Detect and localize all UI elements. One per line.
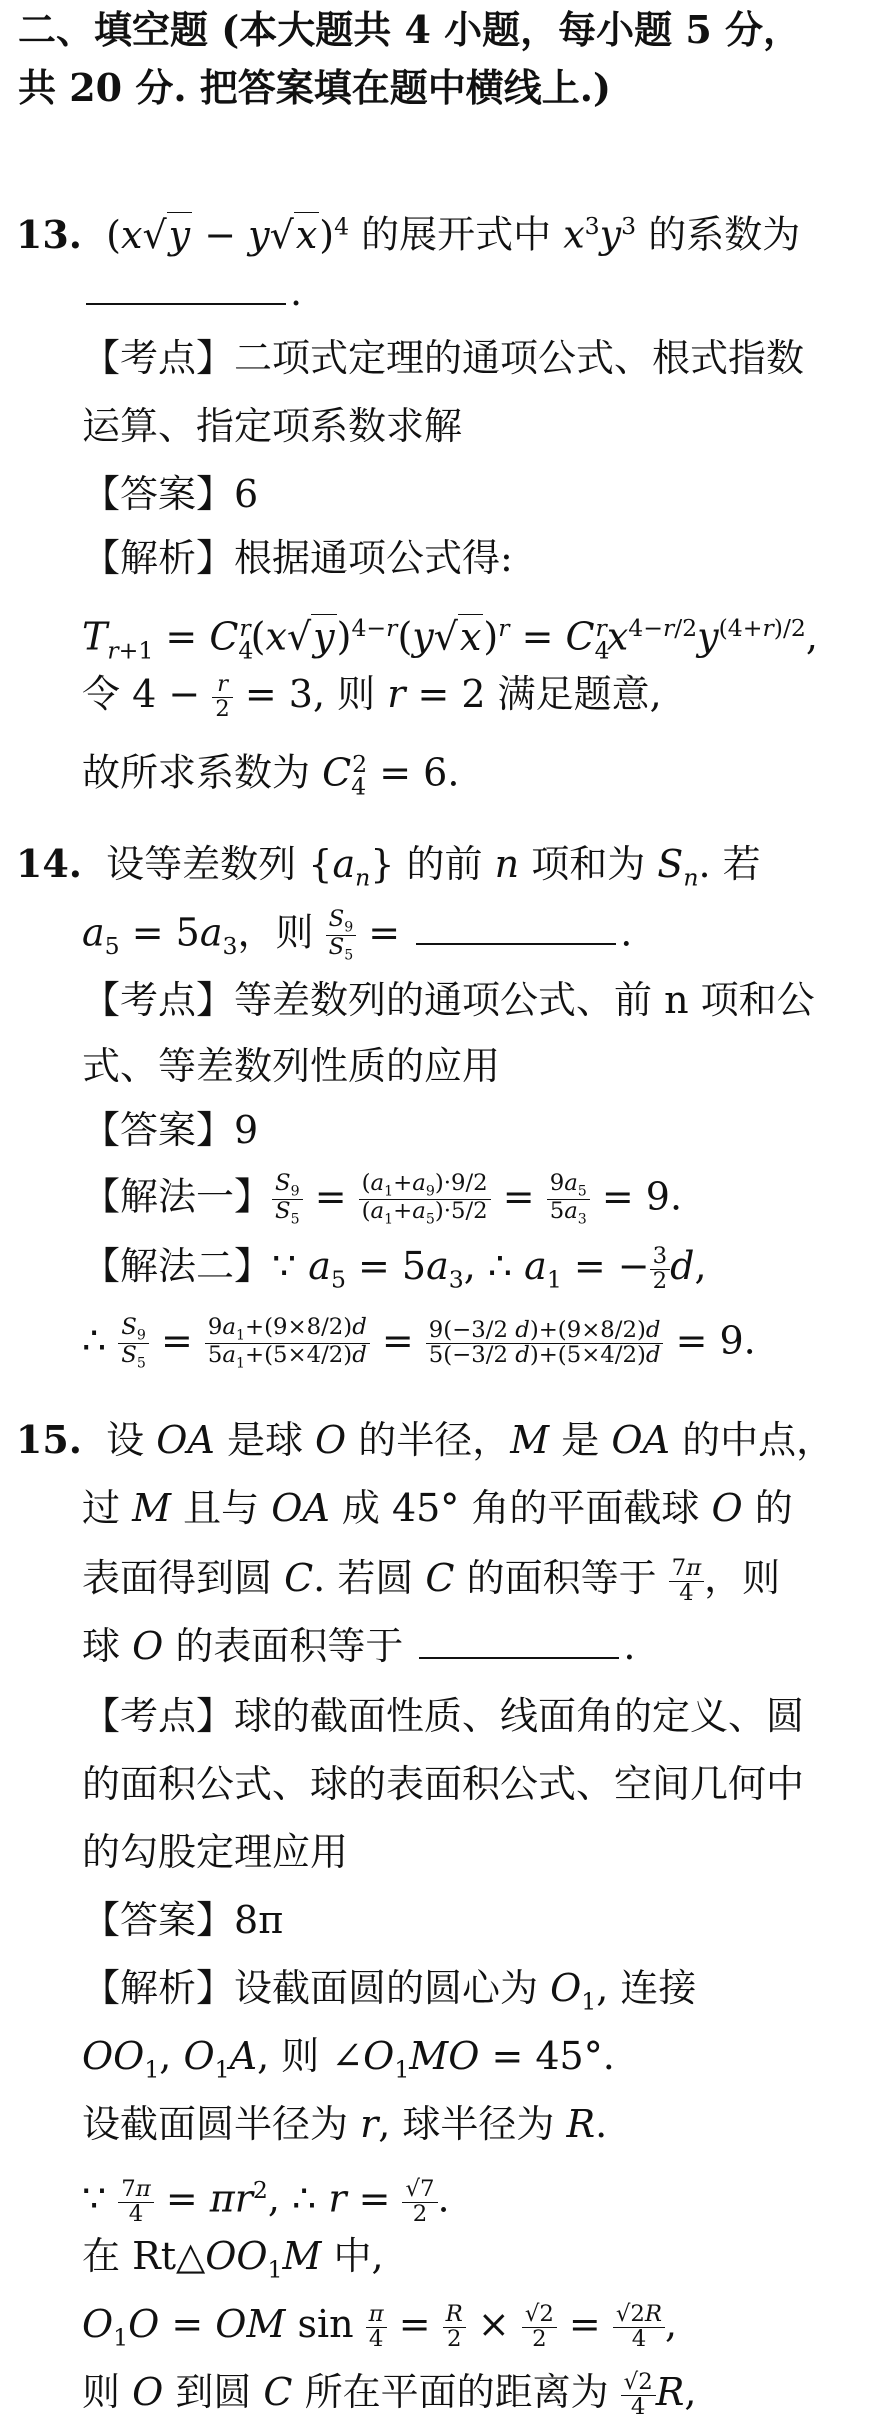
q15-stem-4: 球 O 的表面积等于 . <box>82 1624 636 1668</box>
q15-kaodian-cont-1: 的面积公式、球的表面积公式、空间几何中 <box>82 1762 805 1806</box>
q14-method-2-cont: ∴ $\frac{S_9}{S_5}$ = $\frac{9a_1+(9\times 8/2)d}{5a_1+(5\times 4/2)d}$ = $\frac{9(-3/2 d)+(9\times 8/2)d}{5(-3/2 d)+(5\times 4/2)d}$ = 9. <box>82 1314 756 1372</box>
section-title-line-2: 共 20 分. 把答案填在题中横线上.) <box>18 65 612 110</box>
q14-answer: 【答案】9 <box>82 1108 259 1152</box>
q15-number: 15. <box>15 1417 82 1462</box>
q15-stem-2: 过 M 且与 OA 成 45° 角的平面截球 O 的 <box>82 1486 793 1530</box>
q15-stem-1: 15. 设 OA 是球 O 的半径，M 是 OA 的中点， <box>0 1416 834 1464</box>
q13-answer: 【答案】6 <box>82 472 259 516</box>
q13-expression: $(x√y - y√x)^4$ <box>94 212 350 257</box>
q13-number: 13. <box>15 211 82 257</box>
q13-conclusion: 故所求系数为 $C_4^2 = 6$. <box>82 750 460 801</box>
answer-blank <box>416 909 616 945</box>
q15-answer: 【答案】8π <box>82 1898 284 1942</box>
q15-jiexi-1: 【解析】设截面圆的圆心为 $O_1$, 连接 <box>82 1966 697 2016</box>
q13-answer-blank: . <box>82 268 302 316</box>
q15-jiexi-6: $O_1O$ = OM sin $\frac{\pi}{4}$ = $\frac{R}{2}$ × $\frac{√2}{2}$ = $\frac{√2R}{4}$ , <box>82 2301 678 2352</box>
q14-stem: 14. 设等差数列 $\{a_n\}$ 的前 n 项和为 $S_n$. 若 <box>0 840 761 888</box>
q13-kaodian: 【考点】二项式定理的通项公式、根式指数 <box>82 336 805 380</box>
section-title-line-1: 二、填空题 (本大题共 4 小题，每小题 5 分， <box>18 7 802 52</box>
q13-stem: 13. $(x√y - y√x)^4$ 的展开式中 $x^3y^3$ 的系数为 <box>0 202 800 250</box>
q14-method-2: 【解法二】∵ $a_5 = 5a_3$, ∴ $a_1$ = − $\frac{3}{2}$ d, <box>82 1243 707 1294</box>
answer-blank <box>419 1623 619 1659</box>
q14-method-1: 【解法一】 $\frac{S_9}{S_5}$ = $\frac{(a_1+a_9)\cdot 9/2}{(a_1+a_5)\cdot 5/2}$ = $\frac{9a_5}{5a_3}$ = 9. <box>82 1170 683 1228</box>
answer-blank <box>86 269 286 305</box>
q15-kaodian-cont-2: 的勾股定理应用 <box>82 1830 349 1874</box>
q14-number: 14. <box>15 841 82 886</box>
q15-jiexi-5: 在 $Rt\triangle OO_1M$ 中, <box>82 2234 384 2284</box>
q15-jiexi-2: $OO_1$, $O_1A$, 则 $\angle O_1MO = 45^\circ$. <box>82 2034 615 2084</box>
q13-jiexi: 【解析】根据通项公式得: <box>82 536 513 580</box>
q14-kaodian: 【考点】等差数列的通项公式、前 n 项和公 <box>82 978 815 1022</box>
q14-kaodian-cont: 式、等差数列性质的应用 <box>82 1044 501 1088</box>
q14-condition: $a_5 = 5a_3$，则 $\frac{S_9}{S_5}$ = . <box>82 906 633 964</box>
q15-kaodian: 【考点】球的截面性质、线面角的定义、圆 <box>82 1694 805 1738</box>
q13-formula: $T_{r+1} = C_4^r(x√y)^{4-r}(y√x)^r = C_4^rx^{4-r/2}y^{(4+r)/2}$, <box>82 614 818 665</box>
q15-jiexi-3: 设截面圆半径为 r, 球半径为 R. <box>82 2102 608 2146</box>
q13-ling: 令 4 − $\frac{r}{2}$ = 3, 则 r = 2 满足题意, <box>82 671 662 722</box>
q15-jiexi-7: 则 O 到圆 C 所在平面的距离为 $\frac{√2}{4}$ R, <box>82 2369 697 2420</box>
q15-stem-3: 表面得到圆 C. 若圆 C 的面积等于 $\frac{7\pi}{4}$ ，则 <box>82 1555 781 1606</box>
q15-jiexi-4: ∵ $\frac{7\pi}{4}$ = $\pi r^2$, ∴ r = $\frac{√7}{2}$ . <box>82 2175 450 2227</box>
q13-kaodian-cont: 运算、指定项系数求解 <box>82 404 463 448</box>
